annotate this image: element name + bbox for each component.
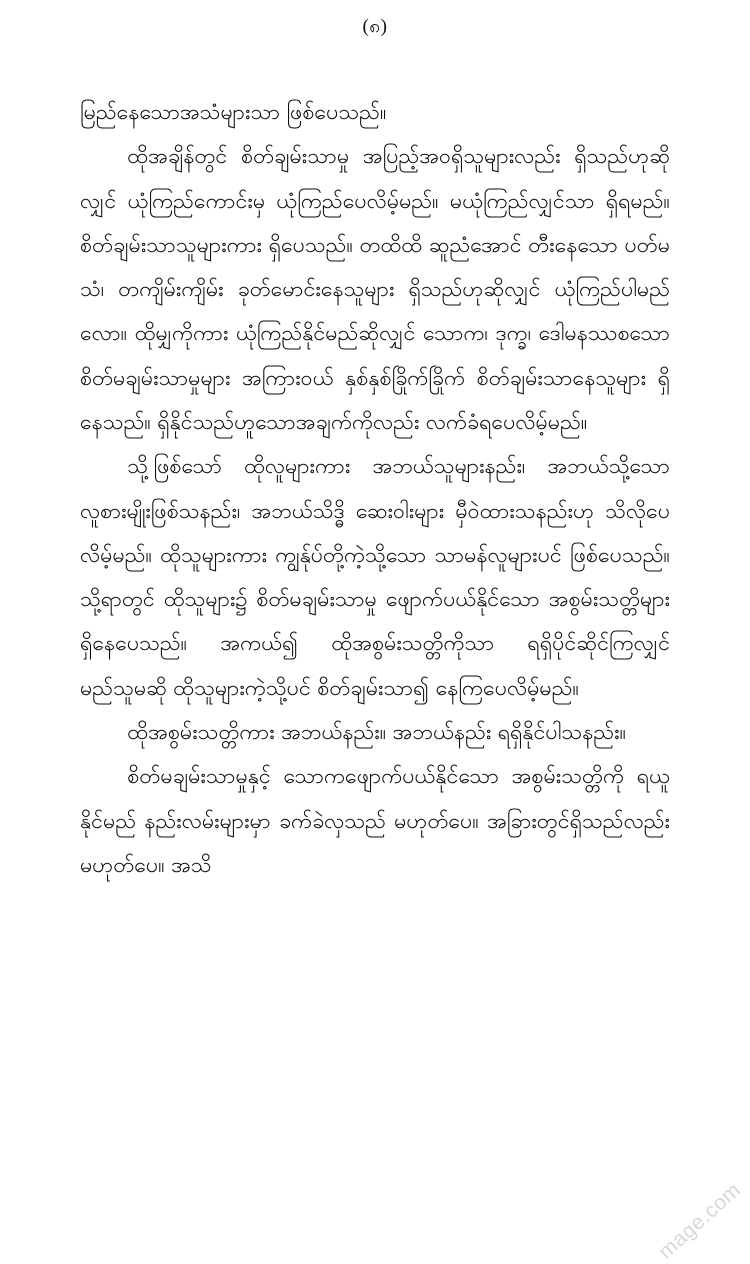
document-page — [0, 14, 750, 1264]
paragraph: ထိုအစွမ်းသတ္တိကား အဘယ်နည်း။ အဘယ်နည်း ရရှိနိုင်ပါသနည်း။ — [127, 719, 627, 744]
page-body — [80, 90, 670, 887]
paragraph: စိတ်မချမ်းသာမှုနှင့် သောကဖျောက်ပယ်နိုင်သော အစွမ်းသတ္တိကို ရယူနိုင်မည် နည်းလမ်းများမှာ ခက်ခဲလှသည် မဟုတ်ပေ။ အခြားတွင်ရှိသည်လည်း မဟုတ်ပေ။ အသိ — [80, 764, 670, 877]
paragraph: သို့ဖြစ်သော် ထိုလူများကား အဘယ်သူများနည်း၊ အဘယ်သို့သော လူစားမျိုးဖြစ်သနည်း၊ အဘယ်သိဒ္ဓိ ဆေးဝါးများ မှီဝဲထားသနည်းဟု သိလိုပေလိမ့်မည်။ ထိုသူများကား ကျွန်ုပ်တို့ကဲ့သို့သော သာမန်လူများပင် ဖြစ်ပေသည်။ သို့ရာတွင် ထိုသူများ၌ စိတ်မချမ်းသာမှု ဖျောက်ပယ်နိုင်သော အစွမ်းသတ္တိများ ရှိနေပေသည်။ အကယ်၍ ထိုအစွမ်းသတ္တိကိုသာ ရရှိပိုင်ဆိုင်ကြလျှင် မည်သူမဆို ထိုသူများကဲ့သို့ပင် စိတ်ချမ်းသာ၍ နေကြပေလိမ့်မည်။ — [80, 454, 670, 700]
paragraph: ထိုအချိန်တွင် စိတ်ချမ်းသာမှု အပြည့်အဝရှိသူများလည်း ရှိသည်ဟုဆိုလျှင် ယုံကြည်ကောင်းမှ ယုံကြည်ပေလိမ့်မည်။ မယုံကြည်လျှင်သာ ရှိရမည်။ စိတ်ချမ်းသာသူများကား ရှိပေသည်။ တထိထိ ဆူညံအောင် တီးနေသော ပတ်မသံ၊ တကျိမ်းကျိမ်း ခုတ်မောင်းနေသူများ ရှိသည်ဟုဆိုလျှင် ယုံကြည်ပါမည်လော။ ထိုမျှကိုကား ယုံကြည်နိုင်မည်ဆိုလျှင် သောက၊ ဒုက္ခ၊ ဒေါမနဿစသော စိတ်မချမ်းသာမှုများ အကြားဝယ် နှစ်နှစ်ခြိုက်ခြိုက် စိတ်ချမ်းသာနေသူများ ရှိနေသည်။ ရှိနိုင်သည်ဟူသောအချက်ကိုလည်း လက်ခံရပေလိမ့်မည်။ — [80, 144, 670, 434]
paragraph: မြည်နေသောအသံများသာ ဖြစ်ပေသည်။ — [80, 100, 387, 124]
corner-watermark: mage.com — [654, 1178, 746, 1264]
page-number: (၈) — [362, 16, 388, 37]
